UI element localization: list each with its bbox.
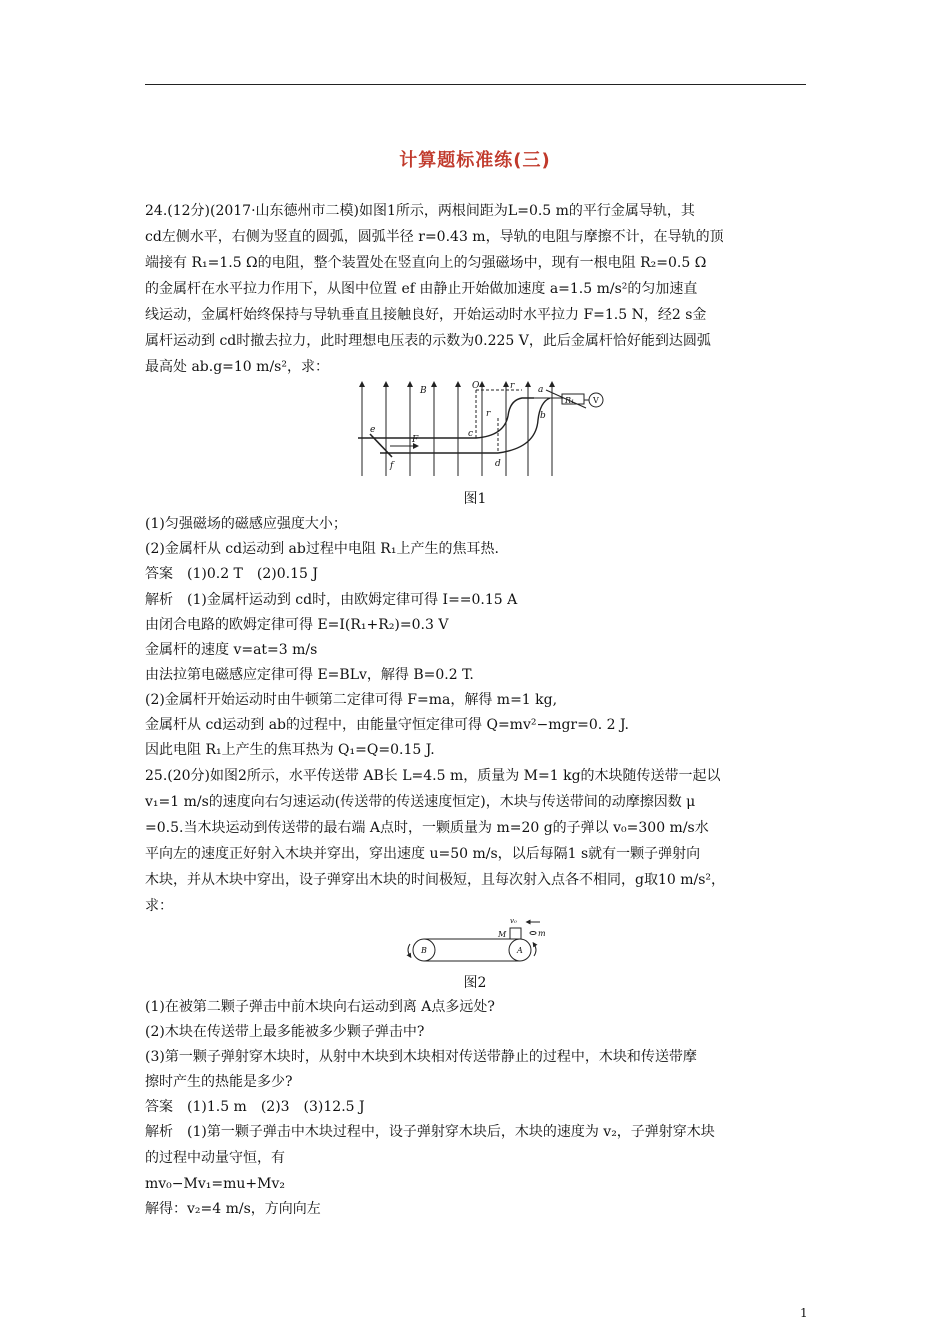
figure-1-caption: 图1 [463, 491, 487, 507]
fig1-label-r1: r [486, 409, 491, 419]
fig1-label-R1: R₁ [565, 396, 575, 405]
p25-question-3b: 擦时产生的热能是多少? [145, 1074, 293, 1090]
fig1-label-F: F [412, 435, 419, 445]
page-title: 计算题标准练(三) [399, 150, 551, 171]
fig1-label-B: B [420, 386, 427, 396]
p25-answer: 答案 (1)1.5 m (2)3 (3)12.5 J [145, 1099, 365, 1115]
p24-line-3: 端接有 R₁=1.5 Ω的电阻，整个装置处在竖直向上的匀强磁场中，现有一根电阻 R₂=0.5 Ω [145, 255, 707, 271]
fig2-label-v0: v₀ [510, 917, 517, 925]
p24-line-5: 线运动，金属杆始终保持与导轨垂直且接触良好，开始运动时水平拉力 F=1.5 N，经2 s金 [145, 307, 707, 323]
p24-line-1: 24.(12分)(2017·山东德州市二模)如图1所示，两根间距为L=0.5 m的平行金属导轨，其 [145, 203, 695, 219]
p24-question-2: (2)金属杆从 cd运动到 ab过程中电阻 R₁上产生的焦耳热. [145, 541, 499, 557]
fig1-label-r2: r [510, 381, 515, 391]
p25-line-2: v₁=1 m/s的速度向右匀速运动(传送带的传送速度恒定)，木块与传送带间的动摩擦因数 μ [145, 794, 696, 810]
p25-line-3: =0.5.当木块运动到传送带的最右端 A点时，一颗质量为 m=20 g的子弹以 v₀=300 m/s水 [145, 820, 709, 836]
p24-analysis-1: 解析 (1)金属杆运动到 cd时，由欧姆定律可得 I==0.15 A [145, 592, 518, 608]
fig1-label-a: a [538, 385, 544, 395]
p25-question-2: (2)木块在传送带上最多能被多少颗子弹击中? [145, 1024, 425, 1040]
figure-2 [402, 912, 552, 968]
p24-analysis-3: 金属杆的速度 v=at=3 m/s [145, 642, 318, 658]
fig1-label-O: O [472, 381, 480, 391]
p25-analysis-2: 的过程中动量守恒，有 [145, 1150, 285, 1166]
fig1-label-c: c [468, 429, 474, 439]
p25-line-4: 平向左的速度正好射入木块并穿出，穿出速度 u=50 m/s，以后每隔1 s就有一颗子弹射向 [145, 846, 701, 862]
p25-analysis-1: 解析 (1)第一颗子弹击中木块过程中，设子弹射穿木块后，木块的速度为 v₂，子弹射穿木块 [145, 1124, 715, 1140]
page-number: 1 [800, 1306, 808, 1320]
fig2-label-B: B [421, 946, 427, 955]
p25-line-6: 求： [145, 898, 173, 914]
p25-analysis-4: 解得：v₂=4 m/s，方向向左 [145, 1201, 321, 1217]
fig1-label-e: e [370, 425, 376, 435]
fig2-label-m: m [538, 929, 546, 938]
fig1-label-d: d [495, 459, 501, 469]
p25-analysis-3: mv₀−Mv₁=mu+Mv₂ [145, 1176, 285, 1192]
p24-line-6: 属杆运动到 cd时撤去拉力，此时理想电压表的示数为0.225 V，此后金属杆恰好能到达圆弧 [145, 333, 711, 349]
p24-line-7: 最高处 ab.g=10 m/s²，求： [145, 359, 329, 375]
p24-analysis-6: 金属杆从 cd运动到 ab的过程中，由能量守恒定律可得 Q=mv²−mgr=0. 2 J. [145, 717, 629, 733]
p24-analysis-7: 因此电阻 R₁上产生的焦耳热为 Q₁=Q=0.15 J. [145, 742, 435, 758]
p24-line-2: cd左侧水平，右侧为竖直的圆弧，圆弧半径 r=0.43 m，导轨的电阻与摩擦不计，在导轨的顶 [145, 229, 724, 245]
figure-1 [350, 378, 620, 480]
p25-question-1: (1)在被第二颗子弹击中前木块向右运动到离 A点多远处? [145, 999, 495, 1015]
fig1-label-f: f [390, 461, 394, 471]
fig1-label-V: V [593, 396, 599, 405]
p24-analysis-4: 由法拉第电磁感应定律可得 E=BLv，解得 B=0.2 T. [145, 667, 474, 683]
p24-analysis-5: (2)金属杆开始运动时由牛顿第二定律可得 F=ma，解得 m=1 kg, [145, 692, 558, 708]
fig2-label-A: A [517, 946, 523, 955]
header-rule [145, 84, 806, 85]
p24-question-1: (1)匀强磁场的磁感应强度大小； [145, 516, 347, 532]
p24-answer: 答案 (1)0.2 T (2)0.15 J [145, 566, 318, 582]
p24-line-4: 的金属杆在水平拉力作用下，从图中位置 ef 由静止开始做加速度 a=1.5 m/s²的匀加速直 [145, 281, 698, 297]
p24-analysis-2: 由闭合电路的欧姆定律可得 E=I(R₁+R₂)=0.3 V [145, 617, 449, 633]
p25-question-3a: (3)第一颗子弹射穿木块时，从射中木块到木块相对传送带静止的过程中，木块和传送带摩 [145, 1049, 697, 1065]
p25-line-1: 25.(20分)如图2所示，水平传送带 AB长 L=4.5 m，质量为 M=1 kg的木块随传送带一起以 [145, 768, 721, 784]
fig2-label-M: M [498, 930, 507, 939]
figure-2-caption: 图2 [463, 975, 487, 991]
fig1-label-b: b [540, 411, 546, 421]
p25-line-5: 木块，并从木块中穿出，设子弹穿出木块的时间极短，且每次射入点各不相同，g取10 m/s²， [145, 872, 726, 888]
